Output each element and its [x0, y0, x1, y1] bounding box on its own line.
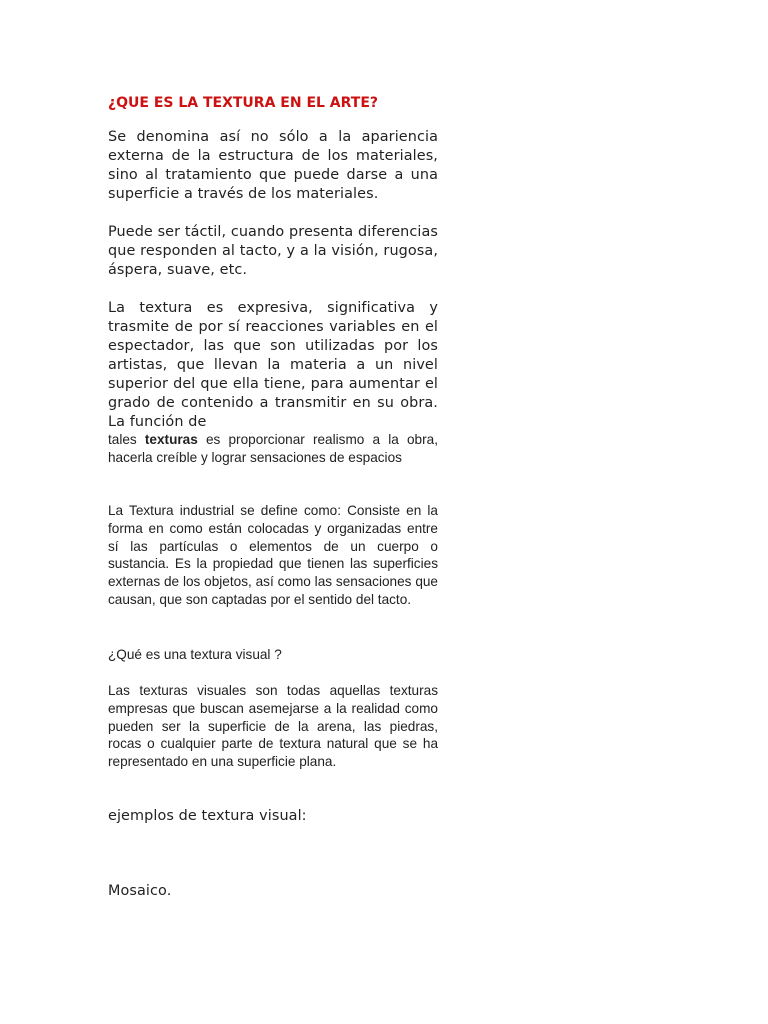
- text-run: es proporcionar realismo a la obra, hacerla creíble y lograr sensaciones de espacios: [108, 432, 438, 465]
- question-visual-texture: ¿Qué es una textura visual ?: [108, 647, 282, 662]
- paragraph-function: [108, 431, 438, 467]
- paragraph-visual: Las texturas visuales son todas aquellas texturas empresas que buscan asemejarse a la realidad como pueden ser la superficie de la arena, las piedras, rocas o cualquier parte de textura natural que se ha representado en una superficie plana.: [108, 683, 438, 770]
- text-run: tales: [108, 432, 145, 447]
- paragraph-expressive: La textura es expresiva, significativa y trasmite de por sí reacciones variables en el espectador, las que son utilizadas por los artistas, que llevan la materia a un nivel superior del que ella tiene, para aumentar el grado de contenido a transmitir en su obra. La función de: [108, 300, 438, 430]
- paragraph-tactile: Puede ser táctil, cuando presenta diferencias que responden al tacto, y a la visión, rugosa, áspera, suave, etc.: [108, 224, 438, 278]
- bold-term: texturas: [144, 432, 198, 447]
- paragraph-definition: Se denomina así no sólo a la apariencia externa de la estructura de los materiales, sino al tratamiento que puede darse a una superficie a través de los materiales.: [108, 129, 438, 202]
- example-mosaico: Mosaico.: [108, 883, 172, 899]
- examples-heading: ejemplos de textura visual:: [108, 808, 307, 824]
- paragraph-industrial: La Textura industrial se define como: Consiste en la forma en como están colocadas y organizadas entre sí las partículas o elementos de un cuerpo o sustancia. Es la propiedad que tienen las superficies externas de los objetos, así como las sensaciones que causan, que son captadas por el sentido del tacto.: [108, 503, 438, 607]
- document-title: ¿QUE ES LA TEXTURA EN EL ARTE?: [108, 95, 379, 111]
